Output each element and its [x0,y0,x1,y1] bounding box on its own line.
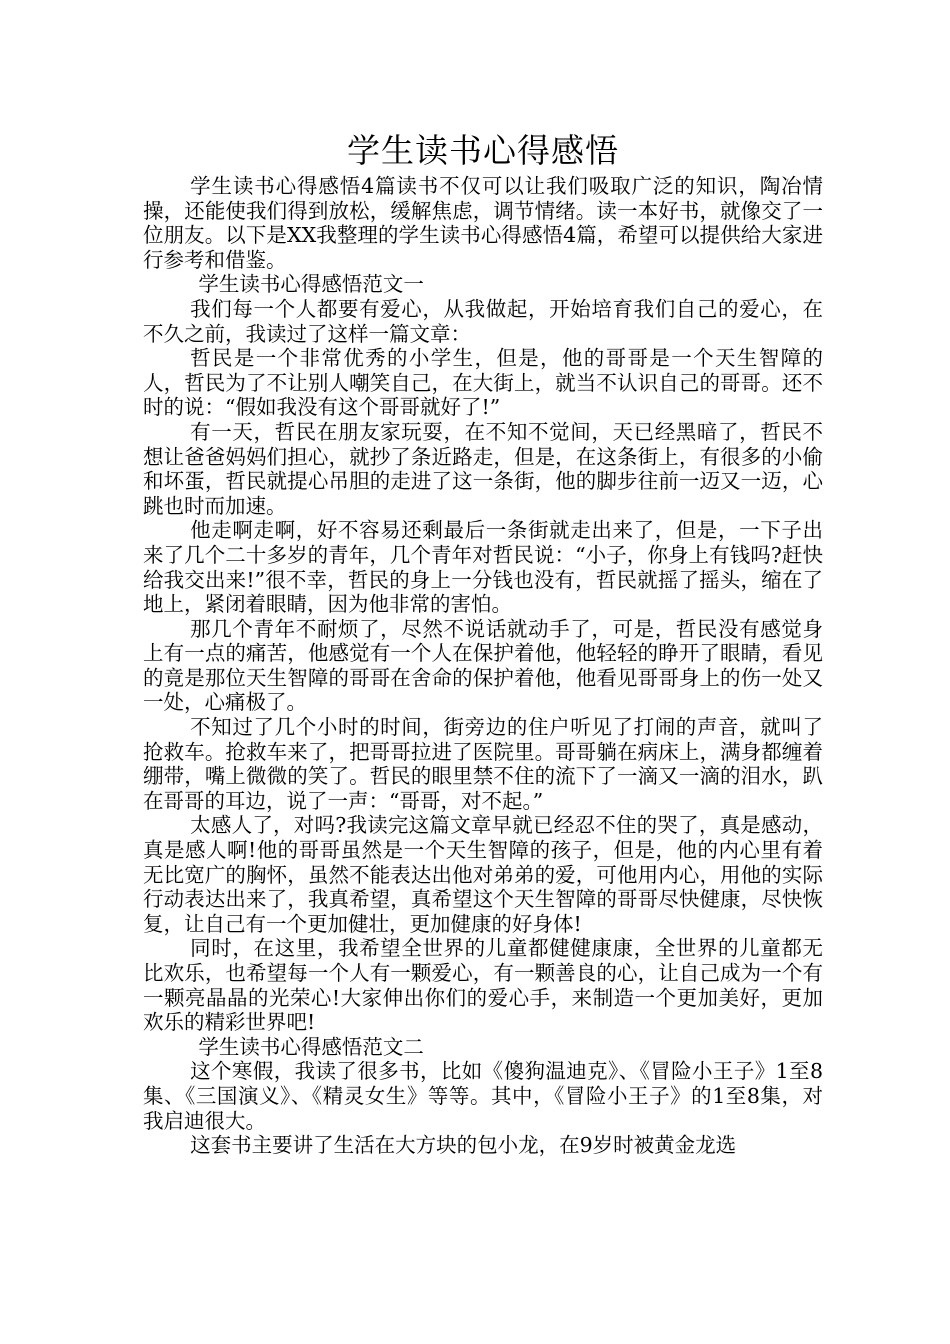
section-heading-2: 学生读书心得感悟范文二 [198,1034,424,1059]
paragraph: 同时，在这里，我希望全世界的儿童都健健康康，全世界的儿童都无比欢乐，也希望每一个人有一颗爱心，有一颗善良的心，让自己成为一个有一颗亮晶晶的光荣心!大家伸出你们的爱心手，来制造一个更加美好，更加欢乐的精彩世界吧! [143,936,823,1035]
paragraph: 这套书主要讲了生活在大方块的包小龙，在9岁时被黄金龙选 [190,1133,737,1158]
paragraph: 哲民是一个非常优秀的小学生，但是，他的哥哥是一个天生智障的人，哲民为了不让别人嘲笑自己，在大街上，就当不认识自己的哥哥。还不时的说：“假如我没有这个哥哥就好了!” [143,346,823,420]
paragraph: 太感人了，对吗?我读完这篇文章早就已经忍不住的哭了，真是感动，真是感人啊!他的哥哥虽然是一个天生智障的孩子，但是，他的内心里有着无比宽广的胸怀，虽然不能表达出他对弟弟的爱，可他用内心，用他的实际行动表达出来了，我真希望，真希望这个天生智障的哥哥尽快健康，尽快恢复，让自己有一个更加健壮，更加健康的好身体! [143,813,823,936]
document-title: 学生读书心得感悟 [347,131,619,170]
paragraph: 他走啊走啊，好不容易还剩最后一条街就走出来了，但是，一下子出来了几个二十多岁的青年，几个青年对哲民说：“小子，你身上有钱吗?赶快给我交出来!”很不幸，哲民的身上一分钱也没有，哲民就摇了摇头，缩在了地上，紧闭着眼睛，因为他非常的害怕。 [143,518,823,617]
section-heading-1: 学生读书心得感悟范文一 [198,272,424,297]
document-body [143,174,823,1158]
paragraph-intro: 学生读书心得感悟4篇读书不仅可以让我们吸取广泛的知识，陶冶情操，还能使我们得到放松，缓解焦虑，调节情绪。读一本好书，就像交了一位朋友。以下是XX我整理的学生读书心得感悟4篇，希望可以提供给大家进行参考和借鉴。 [143,174,823,272]
document-page [143,128,823,1158]
paragraph: 我们每一个人都要有爱心，从我做起，开始培育我们自己的爱心，在不久之前，我读过了这样一篇文章： [143,296,823,346]
paragraph: 不知过了几个小时的时间，街旁边的住户听见了打闹的声音，就叫了抢救车。抢救车来了，把哥哥拉进了医院里。哥哥躺在病床上，满身都缠着绷带，嘴上微微的笑了。哲民的眼里禁不住的流下了一滴又一滴的泪水，趴在哥哥的耳边，说了一声：“哥哥，对不起。” [143,715,823,813]
paragraph: 这个寒假，我读了很多书，比如《傻狗温迪克》、《冒险小王子》1至8集、《三国演义》、《精灵女生》等等。其中，《冒险小王子》的1至8集，对我启迪很大。 [143,1059,823,1133]
paragraph: 那几个青年不耐烦了，尽然不说话就动手了，可是，哲民没有感觉身上有一点的痛苦，他感觉有一个人在保护着他，他轻轻的睁开了眼睛，看见的竟是那位天生智障的哥哥在舍命的保护着他，他看见哥哥身上的伤一处又一处，心痛极了。 [143,616,823,715]
paragraph: 有一天，哲民在朋友家玩耍，在不知不觉间，天已经黑暗了，哲民不想让爸爸妈妈们担心，就抄了条近路走，但是，在这条街上，有很多的小偷和坏蛋，哲民就提心吊胆的走进了这一条街，他的脚步往前一迈又一迈，心跳也时而加速。 [143,419,823,518]
